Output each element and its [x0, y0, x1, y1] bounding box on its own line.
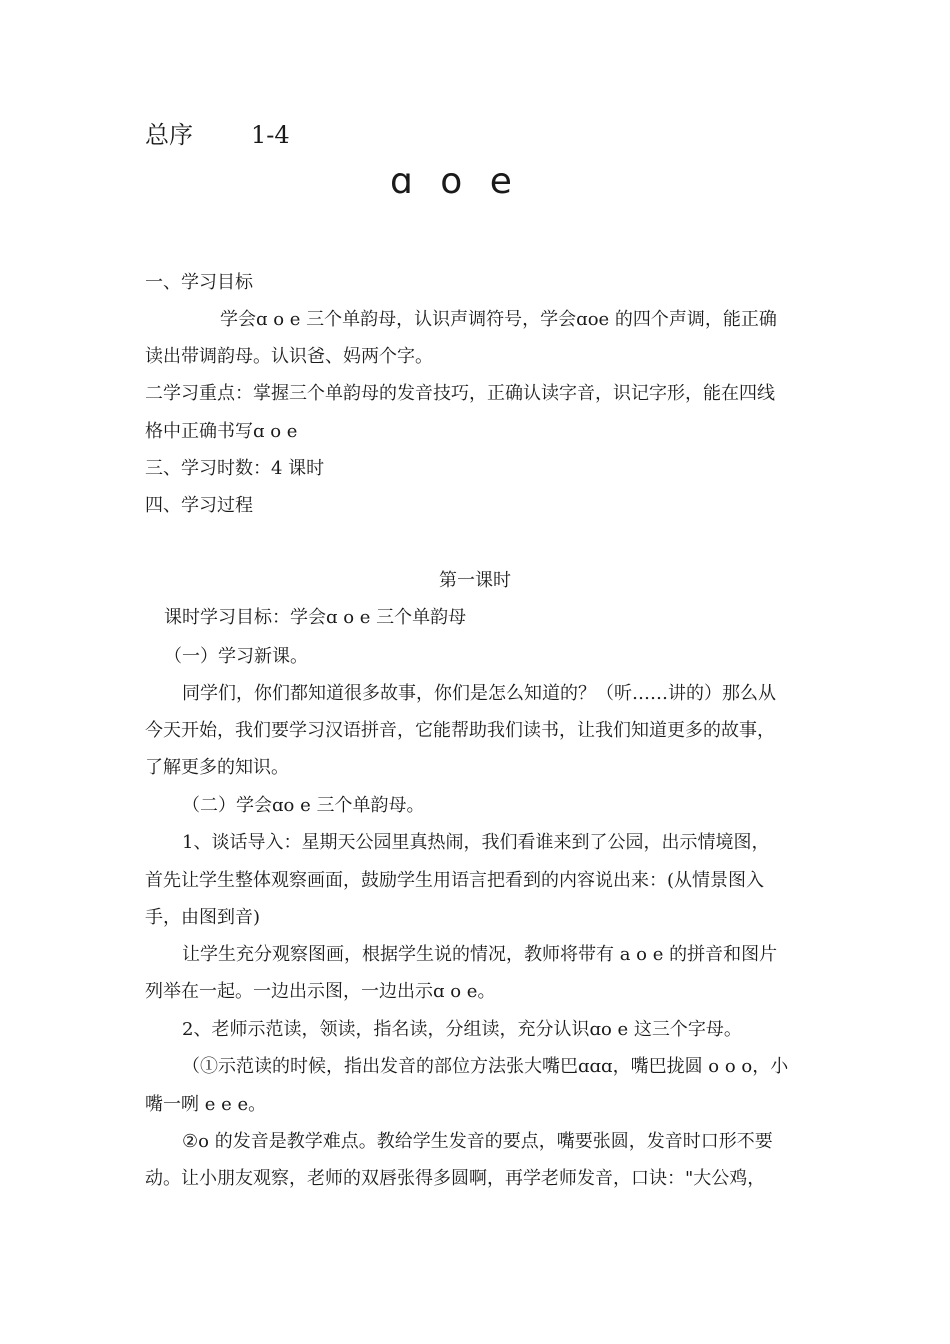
paragraph-line: 2、老师示范读，领读，指名读，分组读，充分认识ɑo e 这三个字母。 [182, 1019, 742, 1040]
subsection-heading: （一）学习新课。 [164, 646, 308, 667]
header-line [145, 120, 290, 150]
paragraph-line: （①示范读的时候，指出发音的部位方法张大嘴巴ɑɑɑ，嘴巴拢圆 o o o，小 [182, 1056, 789, 1077]
lesson-title: ɑ o e [390, 161, 520, 202]
paragraph-line: 今天开始，我们要学习汉语拼音，它能帮助我们读书，让我们知道更多的故事， [145, 720, 775, 741]
section-heading-focus: 二学习重点：掌握三个单韵母的发音技巧，正确认读字音，识记字形，能在四线 [145, 383, 775, 404]
paragraph-line: 1、谈话导入：星期天公园里真热闹，我们看谁来到了公园，出示情境图， [182, 832, 770, 853]
paragraph-line: 手，由图到音) [145, 907, 261, 928]
lesson-heading: 第一课时 [439, 570, 511, 591]
paragraph-line: 嘴一咧 e e e。 [145, 1094, 267, 1115]
section-heading-process: 四、学习过程 [145, 495, 253, 516]
section-heading-goals: 一、学习目标 [145, 272, 253, 293]
paragraph-line: 列举在一起。一边出示图，一边出示ɑ o e。 [145, 981, 496, 1002]
section-heading-hours: 三、学习时数：4 课时 [145, 458, 325, 479]
paragraph-line: 让学生充分观察图画，根据学生说的情况，教师将带有 a o e 的拼音和图片 [182, 944, 778, 965]
paragraph-line: 读出带调韵母。认识爸、妈两个字。 [145, 346, 433, 367]
paragraph-line: 了解更多的知识。 [145, 757, 289, 778]
lesson-goal: 课时学习目标：学会ɑ o e 三个单韵母 [164, 607, 467, 628]
header-number: 1-4 [251, 121, 290, 149]
subsection-heading: （二）学会ɑo e 三个单韵母。 [182, 795, 425, 816]
paragraph-line: 格中正确书写ɑ o e [145, 421, 298, 442]
paragraph-line: 首先让学生整体观察画面，鼓励学生用语言把看到的内容说出来：(从情景图入 [145, 870, 765, 891]
paragraph-line: ②o 的发音是教学难点。教给学生发音的要点，嘴要张圆，发音时口形不要 [182, 1131, 773, 1152]
header-label: 总序 [145, 121, 193, 149]
paragraph-line: 同学们，你们都知道很多故事，你们是怎么知道的？（听……讲的）那么从 [182, 683, 776, 704]
paragraph-line: 学会ɑ o e 三个单韵母，认识声调符号，学会ɑoe 的四个声调，能正确 [220, 309, 777, 330]
paragraph-line: 动。让小朋友观察，老师的双唇张得多圆啊，再学老师发音，口诀："大公鸡， [145, 1168, 766, 1189]
